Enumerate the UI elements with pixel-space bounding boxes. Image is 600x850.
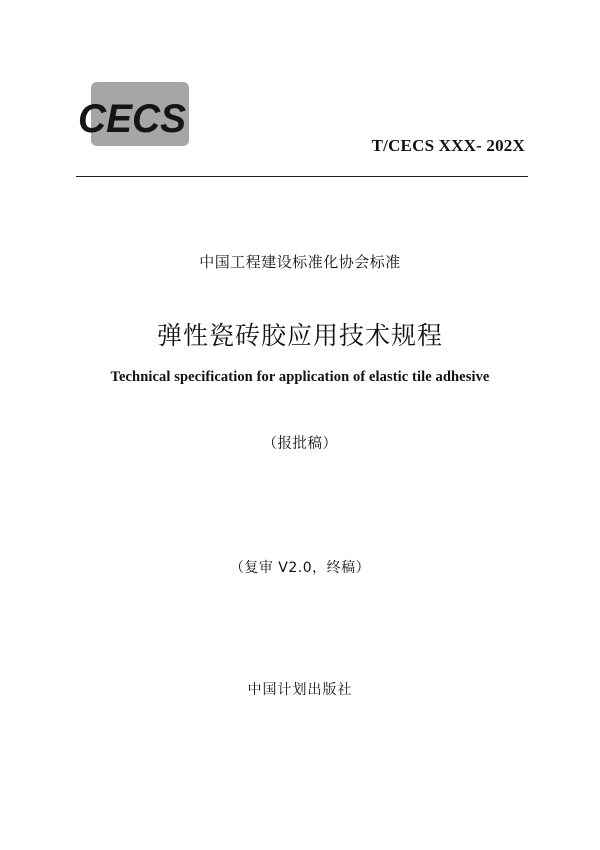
review-note: （复审 V2.0，终稿） — [229, 560, 371, 576]
header-divider — [76, 176, 528, 177]
document-title-en: Technical specification for application of elastic tile adhesive — [110, 369, 490, 385]
association-name: 中国工程建设标准化协会标准 — [199, 253, 401, 271]
logo-text: CECS — [78, 97, 187, 141]
document-title-cn: 弹性瓷砖胶应用技术规程 — [156, 321, 443, 350]
publisher-name: 中国计划出版社 — [247, 682, 353, 698]
draft-status: （报批稿） — [262, 436, 338, 452]
standard-number: T/CECS XXX- 202X — [371, 136, 525, 155]
cecs-logo-icon — [77, 82, 189, 146]
